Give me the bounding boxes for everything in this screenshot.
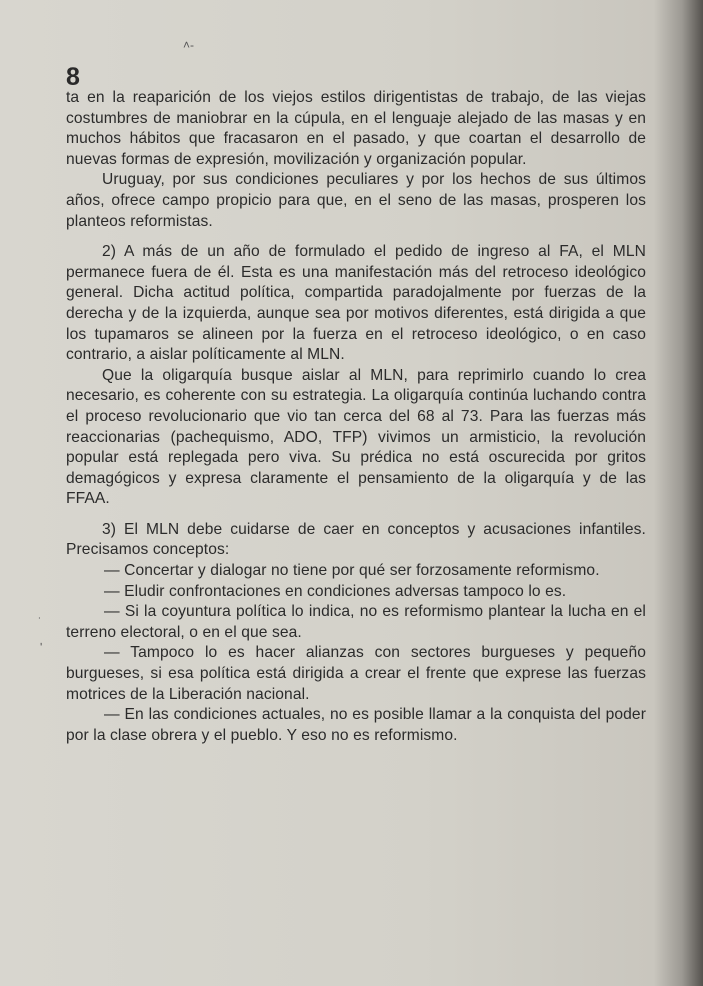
- paragraph-section-3: 3) El MLN debe cuidarse de caer en conceptos y acusaciones infantiles. Precisamos conceptos:: [66, 520, 646, 559]
- paragraph: Que la oligarquía busque aislar al MLN, para reprimirlo cuando lo crea necesario, es coherente con su estrategia. La oligarquía continúa luchando contra el proceso revolucionario que vio tan cerca del 68 al 73. Para las fuerzas más reaccionarias (pachequismo, ADO, TFP) vivimos un armisticio, la revolución popular está replegada pero viva. Su prédica no está oscurecida por gritos demagógicos y expresa claramente el pensamiento de la oligarquía y de las FFAA.: [66, 366, 646, 508]
- paragraph: Uruguay, por sus condiciones peculiares y por los hechos de sus últimos años, ofrece campo propicio para que, en el seno de las masas, prosperen los planteos reformistas.: [66, 171, 646, 230]
- paragraph-section-2: 2) A más de un año de formulado el pedido de ingreso al FA, el MLN permanece fuera de él. Esta es una manifestación más del retroceso ideológico general. Dicha actitud política, compartida paradojalmente por fuerzas de la derecha y de la izquierda, aunque sea por motivos diferentes, está dirigida a que los tupamaros se alineen por la fuerza en el retroceso ideológico, o en caso contrario, a aislar políticamente al MLN.: [66, 243, 646, 364]
- list-item: — En las condiciones actuales, no es posible llamar a la conquista del poder por la clase obrera y el pueblo. Y eso no es reformismo.: [66, 706, 646, 744]
- paragraph: ta en la reaparición de los viejos estilos dirigentistas de trabajo, de las viejas costumbres de maniobrar en la cúpula, en el lenguaje alejado de las masas y en muchos hábitos que fracasaron en el pasado, y que coartan el desarrollo de nuevas formas de expresión, movilización y organización popular.: [66, 89, 646, 168]
- list-item: — Eludir confrontaciones en condiciones adversas tampoco lo es.: [104, 582, 567, 600]
- decorative-mark-icon: ˄‐: [183, 38, 195, 52]
- page-number: 8: [66, 63, 80, 91]
- list-item: — Si la coyuntura política lo indica, no es reformismo plantear la lucha en el terreno electoral, o en el que sea.: [66, 603, 646, 641]
- decorative-mark-icon: ˙: [38, 615, 42, 629]
- list-item: — Tampoco lo es hacer alianzas con sectores burgueses y pequeño burgueses, si esa política está dirigida a crear el frente que exprese las fuerzas motrices de la Liberación nacional.: [66, 644, 646, 703]
- decorative-mark-icon: ʹ: [40, 640, 43, 654]
- body-text: [66, 88, 646, 746]
- list-item: — Concertar y dialogar no tiene por qué ser forzosamente reformismo.: [104, 562, 600, 580]
